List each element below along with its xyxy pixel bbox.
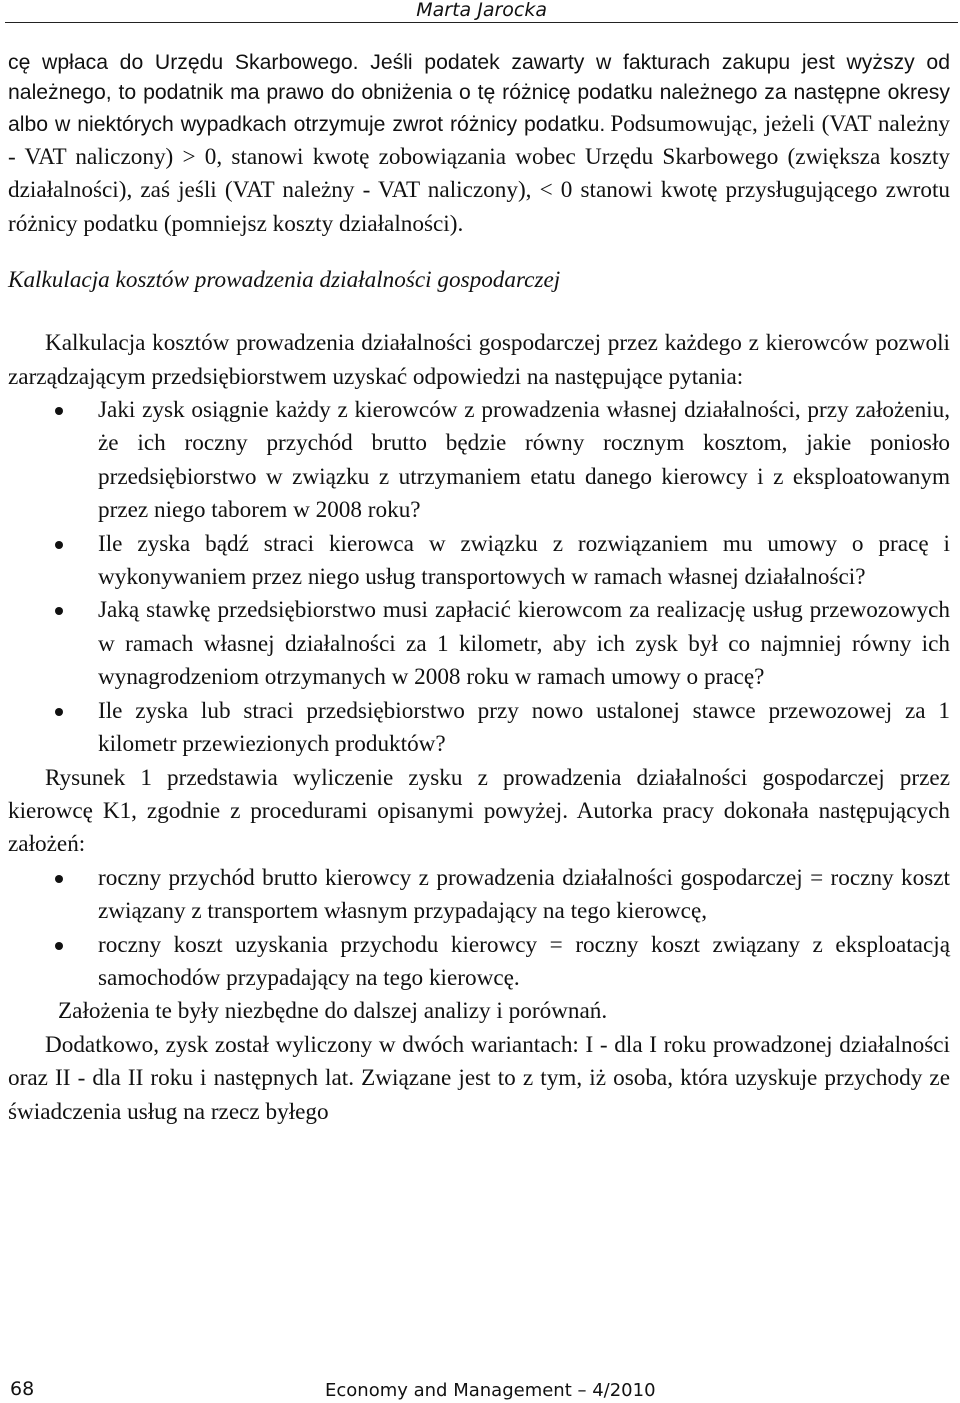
page-number: 68 bbox=[10, 1378, 35, 1400]
paragraph-figure-reference: Rysunek 1 przedstawia wyliczenie zysku z prowadzenia działalności gospodarczej przez kierowcę K1, zgodnie z procedurami opisanymi powyżej. Autorka pracy dokonała następujących założeń: bbox=[8, 764, 950, 858]
list-item-text: Jaki zysk osiągnie każdy z kierowców z prowadzenia własnej działalności, przy założeniu, że ich roczny przychód brutto będzie równy rocznym kosztom, jakie poniosło przedsiębiorstwo w związku z utrzymaniem etatu danego kierowcy i z eksploatowanym przez niego taborem w 2008 roku? bbox=[98, 397, 950, 524]
page-body bbox=[8, 48, 950, 1129]
list-item bbox=[8, 862, 950, 929]
list-item-text: roczny koszt uzyskania przychodu kierowcy = roczny koszt związany z eksploatacją samochodów przypadający na tego kierowcę. bbox=[98, 931, 950, 991]
paragraph-assumptions-note: Założenia te były niezbędne do dalszej analizy i porównań. bbox=[58, 998, 608, 1025]
list-item-text: Jaką stawkę przedsiębiorstwo musi zapłacić kierowcom za realizację usług przewozowych w ramach własnej działalności za 1 kilometr, aby ich zysk był co najmniej równy ich wynagrodzeniom otrzymanych w 2008 roku w ramach umowy o pracę? bbox=[98, 597, 950, 691]
paragraph-variants: Dodatkowo, zysk został wyliczony w dwóch wariantach: I - dla I roku prowadzonej działalności oraz II - dla II roku i następnych lat. Związane jest to z tym, iż osoba, która uzyskuje przychody ze świadczenia usług na rzecz byłego bbox=[8, 1031, 950, 1125]
running-header-author: Marta Jarocka bbox=[416, 0, 547, 21]
bullet-icon bbox=[55, 942, 63, 950]
list-item-text: roczny przychód brutto kierowcy z prowadzenia działalności gospodarczej = roczny koszt związany z transportem własnym przypadający na tego kierowcę, bbox=[98, 864, 950, 925]
paragraph-vat-serif-part: Podsumowując, jeżeli (VAT należny - VAT naliczony) > 0, stanowi kwotę zobowiązania wobec Urzędu Skarbowego (zwiększa koszty działalności), zaś jeśli (VAT należny - VAT naliczony), < 0 stanowi kwotę przysługującego zwrotu różnicy podatku (pomniejsz koszty działalności). bbox=[8, 110, 951, 237]
list-item bbox=[8, 929, 950, 996]
bullet-icon bbox=[55, 541, 63, 549]
paragraph-questions-intro: Kalkulacja kosztów prowadzenia działalności gospodarczej przez każdego z kierowców pozwoli zarządzającym przedsiębiorstwem uzyskać odpowiedzi na następujące pytania: bbox=[8, 330, 950, 390]
header-rule bbox=[5, 22, 958, 23]
list-item bbox=[8, 394, 950, 528]
paragraph-vat-sans-part: cę wpłaca do Urzędu Skarbowego. Jeśli podatek zawarty w fakturach zakupu jest wyższy od należnego, to podatnik ma prawo do obniżenia o tę różnicę podatku należnego za następne okresy albo w niektórych wypadkach otrzymuje zwrot różnicy podatku. bbox=[8, 51, 950, 136]
list-item bbox=[8, 528, 950, 595]
assumptions-list bbox=[8, 862, 950, 996]
list-item bbox=[8, 695, 950, 762]
questions-list bbox=[8, 394, 950, 761]
journal-footer: Economy and Management – 4/2010 bbox=[325, 1380, 656, 1401]
list-item-text: Ile zyska bądź straci kierowca w związku z rozwiązaniem mu umowy o pracę i wykonywaniem przez niego usług transportowych w ramach własnej działalności? bbox=[98, 530, 950, 591]
bullet-icon bbox=[55, 407, 63, 415]
section-heading: Kalkulacja kosztów prowadzenia działalności gospodarczej bbox=[8, 267, 561, 294]
paragraph-vat bbox=[8, 48, 950, 241]
bullet-icon bbox=[55, 607, 63, 615]
bullet-icon bbox=[55, 708, 63, 716]
list-item bbox=[8, 594, 950, 694]
list-item-text: Ile zyska lub straci przedsiębiorstwo przy nowo ustalonej stawce przewozowej za 1 kilometr przewiezionych produktów? bbox=[98, 697, 950, 758]
bullet-icon bbox=[55, 875, 63, 883]
